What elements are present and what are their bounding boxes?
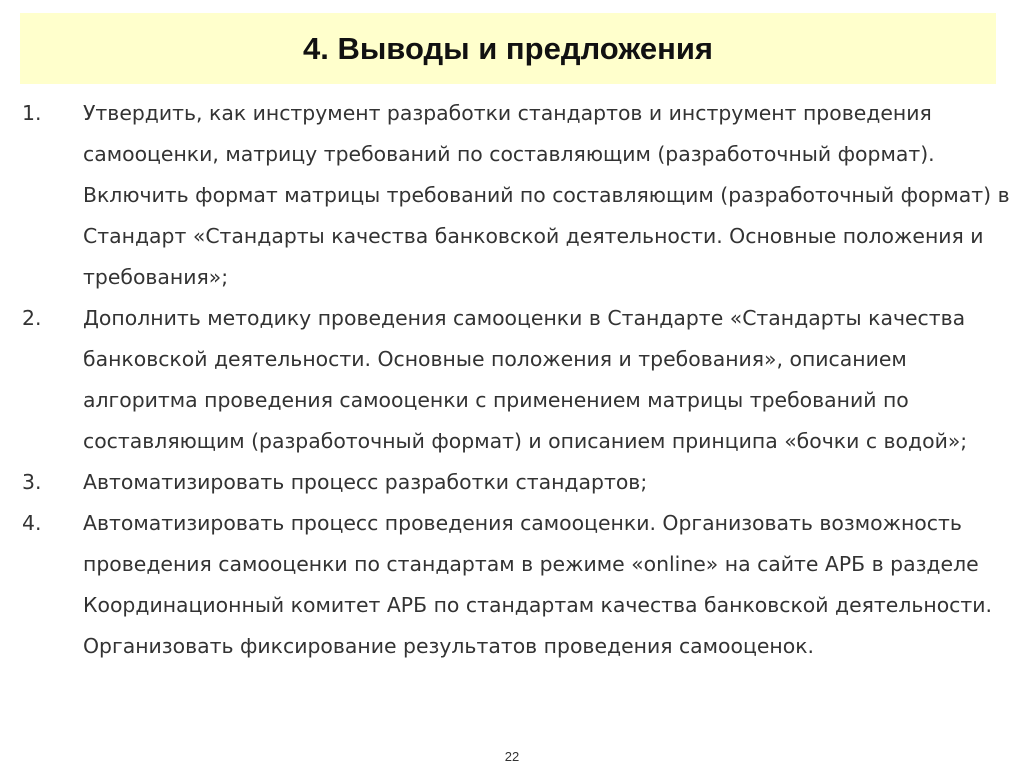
list-item <box>22 503 1012 667</box>
list-item-text: Дополнить методику проведения самооценки в Стандарте «Стандарты качества банковской деятельности. Основные положения и требования», описанием алгоритма проведения самооценки с применением матрицы требований по составляющим (разработочный формат) и описанием принципа «бочки с водой»; <box>83 306 968 453</box>
list-item-number: 4. <box>22 511 42 535</box>
list-item <box>22 462 1012 503</box>
list-item-number: 3. <box>22 470 42 494</box>
list-item-text: Утвердить, как инструмент разработки стандартов и инструмент проведения самооценки, матрицу требований по составляющим (разработочный формат). Включить формат матрицы требований по составляющим (разработочный формат) в Стандарт «Стандарты качества банковской деятельности. Основные положения и требования»; <box>83 101 1010 289</box>
list-item-number: 2. <box>22 306 42 330</box>
list-item-text: Автоматизировать процесс разработки стандартов; <box>83 470 648 494</box>
list-item-text: Автоматизировать процесс проведения самооценки. Организовать возможность проведения самооценки по стандартам в режиме «online» на сайте АРБ в разделе Координационный комитет АРБ по стандартам качества банковской деятельности. Организовать фиксирование результатов проведения самооценок. <box>83 511 992 658</box>
list-item-number: 1. <box>22 101 42 125</box>
list-item <box>22 298 1012 462</box>
list-item <box>22 93 1012 298</box>
slide-title: 4. Выводы и предложения <box>302 30 713 66</box>
title-banner <box>20 13 996 84</box>
conclusions-list <box>22 93 1012 667</box>
page-number: 22 <box>504 749 520 764</box>
